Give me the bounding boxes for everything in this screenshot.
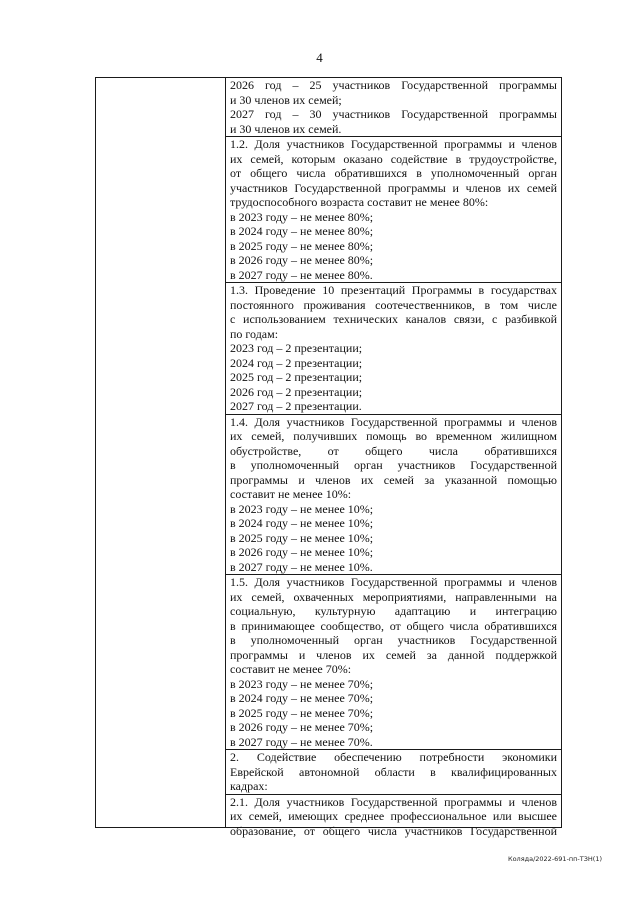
- text-line: социальную, культурную адаптацию и интеграцию: [230, 604, 557, 618]
- text-line: 2. Содействие обеспечению потребности экономики: [230, 750, 557, 764]
- text-line: их семей, которым оказано содействие в трудоустройстве,: [230, 151, 557, 166]
- table-row: [230, 795, 557, 839]
- text-line: 2.1. Доля участников Государственной программы и членов: [230, 794, 557, 809]
- table-row: [230, 78, 557, 136]
- table-row: [230, 750, 557, 794]
- text-line: и 30 членов их семей;: [230, 92, 342, 107]
- text-line: в 2024 году – не менее 10%;: [230, 516, 374, 530]
- text-line: их семей, получивших помощь во временном жилищном: [230, 429, 557, 443]
- text-line: их семей, охваченных мероприятиями, направленными на: [230, 589, 557, 604]
- text-line: образование, от общего числа участников Государственной: [230, 823, 557, 838]
- table-row: [230, 415, 557, 575]
- text-line: в 2025 году – не менее 80%;: [230, 238, 374, 253]
- text-line: в уполномоченный орган участников Государственной: [230, 458, 557, 472]
- text-line: в 2025 году – не менее 70%;: [230, 705, 374, 720]
- document-code: Коляда/2022-691-пп-ТЗН(1): [507, 855, 602, 863]
- text-line: в 2024 году – не менее 80%;: [230, 224, 374, 238]
- document-table: [95, 77, 562, 838]
- text-line: 2027 год – 2 презентации.: [230, 399, 362, 413]
- table-row: [230, 137, 557, 282]
- text-line: от общего числа обратившихся в уполномоченный орган: [230, 166, 557, 180]
- text-line: с использованием технических каналов связи, с разбивкой: [230, 312, 557, 326]
- text-line: программы и членов их семей за данной поддержкой: [230, 647, 557, 662]
- text-line: 1.3. Проведение 10 презентаций Программы в государствах: [230, 283, 557, 297]
- text-line: кадрах:: [230, 779, 268, 793]
- text-line: 1.5. Доля участников Государственной программы и членов: [230, 575, 557, 589]
- text-line: 1.4. Доля участников Государственной программы и членов: [230, 414, 557, 429]
- page-number: 4: [316, 50, 323, 65]
- text-line: 2026 год – 2 презентации;: [230, 384, 363, 399]
- text-line: в 2023 году – не менее 70%;: [230, 676, 374, 691]
- text-line: и 30 членов их семей.: [230, 121, 342, 136]
- text-line: в 2026 году – не менее 10%;: [230, 545, 374, 559]
- table-left-column: [96, 78, 226, 827]
- text-line: 2025 год – 2 презентации;: [230, 370, 363, 384]
- table-row: [230, 283, 557, 414]
- text-line: 2024 год – 2 презентации;: [230, 355, 363, 370]
- text-line: в 2023 году – не менее 80%;: [230, 209, 374, 224]
- text-line: в 2026 году – не менее 70%;: [230, 720, 374, 734]
- text-line: составит не менее 10%:: [230, 487, 352, 501]
- text-line: в 2027 году – не менее 80%.: [230, 267, 373, 282]
- text-line: 1.2. Доля участников Государственной программы и членов: [230, 137, 557, 151]
- table-row: [230, 575, 557, 749]
- text-line: 2023 год – 2 презентации;: [230, 341, 363, 355]
- text-line: в 2026 году – не менее 80%;: [230, 253, 374, 267]
- text-line: трудоспособного возраста составит не менее 80%:: [230, 195, 489, 209]
- text-line: составит не менее 70%:: [230, 662, 352, 676]
- text-line: Еврейской автономной области в квалифицированных: [230, 764, 557, 779]
- text-line: постоянного проживания соотечественников, в том числе: [230, 297, 557, 312]
- text-line: в уполномоченный орган участников Государственной: [230, 633, 557, 647]
- text-line: программы и членов их семей за указанной помощью: [230, 472, 557, 487]
- text-line: обустройстве, от общего числа обратившихся: [230, 443, 557, 458]
- text-line: участников Государственной программы и членов их семей: [230, 180, 557, 195]
- text-line: в принимающее сообщество, от общего числа обратившихся: [230, 618, 557, 633]
- text-line: их семей, имеющих среднее профессиональное или высшее: [230, 809, 557, 823]
- text-line: в 2024 году – не менее 70%;: [230, 691, 374, 705]
- text-line: 2027 год – 30 участников Государственной программы: [230, 107, 557, 121]
- table-right-column: [226, 78, 561, 838]
- text-line: в 2023 году – не менее 10%;: [230, 501, 374, 516]
- text-line: в 2027 году – не менее 10%.: [230, 559, 373, 574]
- text-line: в 2027 году – не менее 70%.: [230, 734, 373, 749]
- text-line: 2026 год – 25 участников Государственной программы: [230, 78, 557, 92]
- text-line: в 2025 году – не менее 10%;: [230, 530, 374, 545]
- text-line: по годам:: [230, 326, 279, 341]
